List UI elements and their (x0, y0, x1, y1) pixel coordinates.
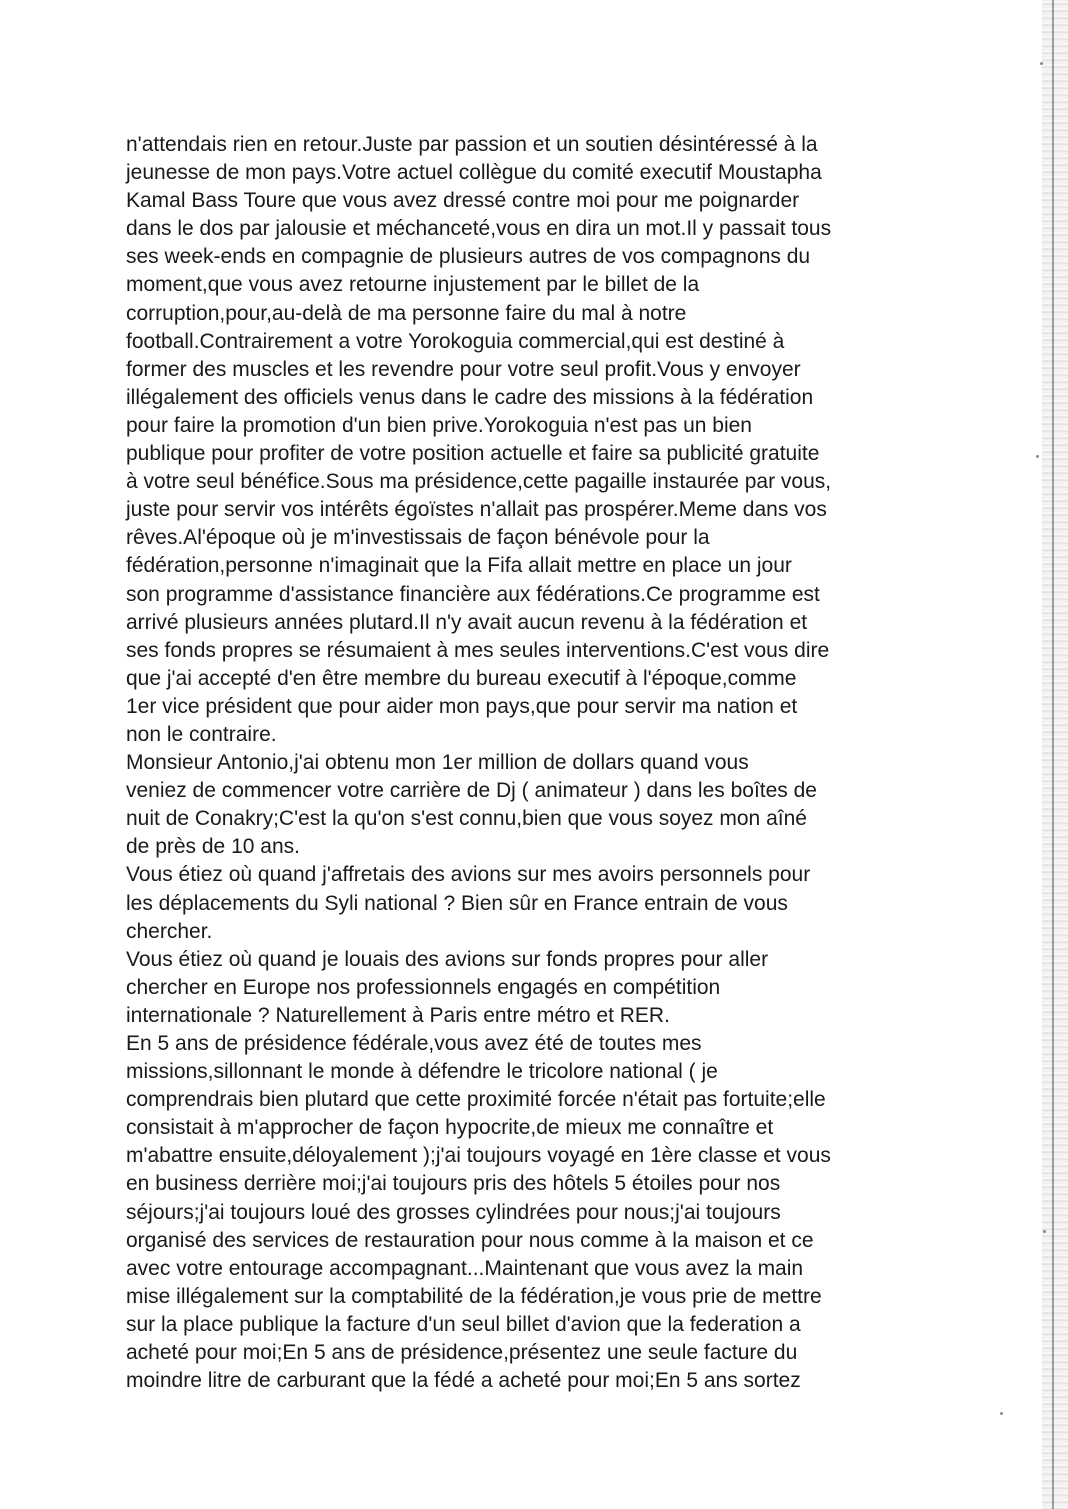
text-line-10: illégalement des officiels venus dans le cadre des missions à la fédération (126, 385, 814, 409)
text-line-26: de près de 10 ans. (126, 835, 300, 859)
text-line-32: internationale ? Naturellement à Paris entre métro et RER. (126, 1003, 670, 1027)
text-line-14: juste pour servir vos intérêts égoïstes n'allait pas prospérer.Meme dans vos (126, 498, 827, 522)
text-line-25: nuit de Conakry;C'est la qu'on s'est connu,bien que vous soyez mon aîné (126, 807, 807, 831)
text-line-35: comprendrais bien plutard que cette proximité forcée n'était pas fortuite;elle (126, 1088, 826, 1112)
text-line-11: pour faire la promotion d'un bien prive.Yorokoguia n'est pas un bien (126, 413, 752, 437)
scan-edge-noise (1042, 0, 1068, 1509)
text-line-34: missions,sillonnant le monde à défendre le tricolore national ( je (126, 1060, 718, 1084)
text-line-33: En 5 ans de présidence fédérale,vous avez été de toutes mes (126, 1032, 702, 1055)
text-line-40: organisé des services de restauration pour nous comme à la maison et ce (126, 1228, 814, 1252)
text-line-01: n'attendais rien en retour.Juste par passion et un soutien désintéressé à la (126, 133, 818, 156)
text-line-22: non le contraire. (126, 722, 277, 746)
letter-body (126, 131, 926, 1395)
text-line-44: acheté pour moi;En 5 ans de présidence,présentez une seule facture du (126, 1341, 798, 1365)
text-line-28: les déplacements du Syli national ? Bien sûr en France entrain de vous (126, 891, 788, 915)
text-line-45: moindre litre de carburant que la fédé a acheté pour moi;En 5 ans sortez (126, 1369, 801, 1393)
text-line-09: former des muscles et les revendre pour votre seul profit.Vous y envoyer (126, 357, 801, 381)
text-line-21: 1er vice président que pour aider mon pays,que pour servir ma nation et (126, 694, 798, 718)
text-line-20: que j'ai accepté d'en être membre du bureau executif à l'époque,comme (126, 666, 797, 690)
text-line-07: corruption,pour,au-delà de ma personne faire du mal à notre (126, 301, 687, 325)
text-line-18: arrivé plusieurs années plutard.Il n'y avait aucun revenu à la fédération et (126, 610, 808, 634)
text-line-03: Kamal Bass Toure que vous avez dressé contre moi pour me poignarder (126, 189, 800, 213)
text-line-36: consistait à m'approcher de façon hypocrite,de mieux me connaître et (126, 1116, 774, 1140)
text-line-04: dans le dos par jalousie et méchanceté,vous en dira un mot.Il y passait tous (126, 217, 832, 241)
text-line-19: ses fonds propres se résumaient à mes seules interventions.C'est vous dire (126, 638, 830, 662)
text-line-08: football.Contrairement a votre Yorokoguia commercial,qui est destiné à (126, 329, 785, 353)
scan-speck (1036, 455, 1039, 458)
text-line-38: en business derrière moi;j'ai toujours pris des hôtels 5 étoiles pour nos (126, 1172, 781, 1196)
text-line-37: m'abattre ensuite,déloyalement );j'ai toujours voyagé en 1ère classe et vous (126, 1144, 831, 1168)
text-line-41: avec votre entourage accompagnant...Maintenant que vous avez la main (126, 1256, 804, 1280)
text-line-13: à votre seul bénéfice.Sous ma présidence,cette pagaille instaurée par vous, (126, 470, 832, 494)
text-line-24: veniez de commencer votre carrière de Dj ( animateur ) dans les boîtes de (126, 779, 817, 803)
scan-edge-line (1052, 0, 1054, 1509)
text-line-30: Vous étiez où quand je louais des avions sur fonds propres pour aller (126, 947, 769, 971)
scan-speck (1000, 1412, 1003, 1415)
text-line-15: rêves.Al'époque où je m'investissais de façon bénévole pour la (126, 526, 710, 550)
text-line-17: son programme d'assistance financière aux fédérations.Ce programme est (126, 582, 820, 606)
text-line-05: ses week-ends en compagnie de plusieurs autres de vos compagnons du (126, 245, 811, 269)
text-line-39: séjours;j'ai toujours loué des grosses cylindrées pour nous;j'ai toujours (126, 1200, 781, 1224)
text-line-29: chercher. (126, 919, 213, 943)
text-line-31: chercher en Europe nos professionnels engagés en compétition (126, 975, 721, 999)
text-line-02: jeunesse de mon pays.Votre actuel collègue du comité executif Moustapha (126, 161, 822, 185)
text-line-42: mise illégalement sur la comptabilité de la fédération,je vous prie de mettre (126, 1284, 822, 1308)
text-line-27: Vous étiez où quand j'affretais des avions sur mes avoirs personnels pour (126, 863, 811, 887)
scan-speck (1043, 1230, 1046, 1233)
text-line-43: sur la place publique la facture d'un seul billet d'avion que la federation a (126, 1312, 801, 1336)
scan-speck (1040, 62, 1043, 65)
text-line-23: Monsieur Antonio,j'ai obtenu mon 1er million de dollars quand vous (126, 751, 749, 775)
text-line-06: moment,que vous avez retourne injustement par le billet de la (126, 273, 700, 297)
text-line-16: fédération,personne n'imaginait que la Fifa allait mettre en place un jour (126, 554, 792, 578)
text-line-12: publique pour profiter de votre position actuelle et faire sa publicité gratuite (126, 442, 820, 466)
